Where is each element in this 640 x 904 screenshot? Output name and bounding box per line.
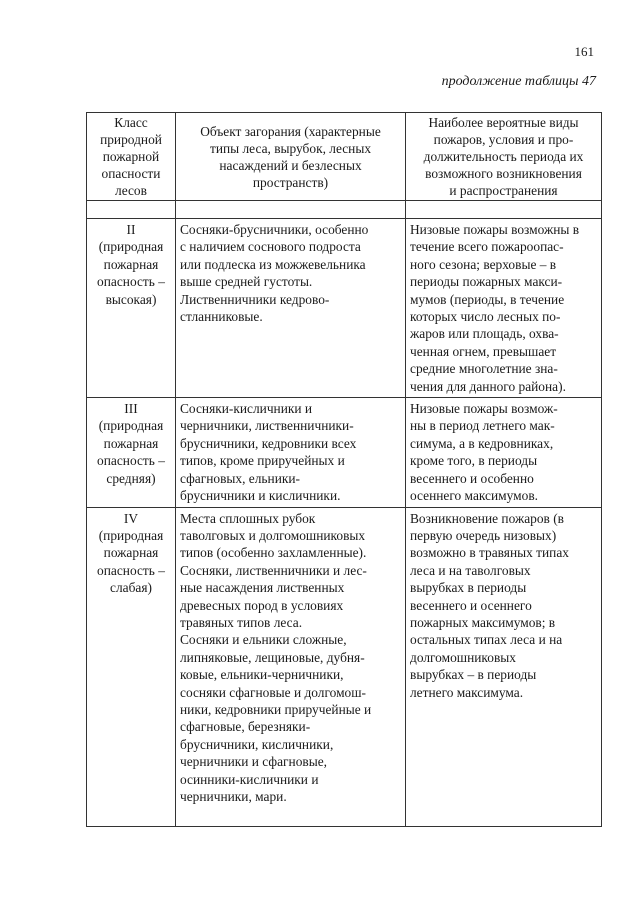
cell-text-line: сфагновых, ельники- (180, 470, 300, 486)
cell-text-line: или подлеска из можжевельника (180, 256, 366, 272)
fire-cell (406, 507, 602, 826)
cell-text-line: средние многолетние зна- (410, 361, 558, 377)
cell-text-line: травяных типов леса. (180, 614, 303, 630)
cell-text-line: III (124, 401, 138, 417)
class-cell (87, 507, 176, 826)
cell-text-line: ны в период летнего мак- (410, 418, 555, 434)
cell-text-line: чения для данного района). (410, 378, 566, 394)
cell-text-line: ного сезона; верховые – в (410, 256, 557, 272)
cell-text-line: типы леса, вырубок, лесных (209, 140, 372, 156)
cell-text-line: опасность – (97, 453, 165, 469)
cell-text-line: должительность периода их (423, 149, 584, 164)
fire-cell (406, 219, 602, 398)
cell-text-line: средняя) (106, 470, 156, 486)
cell-text-line: ковые, ельники-черничники, (180, 667, 344, 683)
cell-text-line: кроме того, в периоды (410, 453, 538, 469)
table-spacer-row (87, 201, 602, 219)
cell-text-line: которых число лесных по- (410, 309, 561, 325)
cell-text-line: опасность – (97, 274, 165, 290)
cell-text-line: Возникновение пожаров (в (410, 510, 564, 526)
cell-text-line: Класс (114, 115, 148, 130)
cell-text-line: Низовые пожары возможны в (410, 222, 580, 237)
spacer-cell (87, 201, 176, 219)
cell-text-line: природной (100, 132, 162, 147)
cell-text-line: (природная (98, 418, 164, 434)
header-fire-types (406, 113, 602, 201)
spacer-cell (176, 201, 406, 219)
spacer-cell (406, 201, 602, 219)
cell-text-line: пожарных максимумов; в (410, 614, 556, 630)
table-row (87, 398, 602, 507)
cell-text-line: пожарная (103, 435, 159, 451)
object-cell (176, 219, 406, 398)
cell-text-line: возможно в травяных типах (410, 545, 569, 561)
cell-text-line: II (126, 222, 136, 237)
cell-text-line: типов, кроме приручейных и (180, 453, 345, 469)
cell-text-line: симума, а в кедровниках, (410, 435, 554, 451)
cell-text-line: Сосняки-брусничники, особенно (180, 222, 369, 237)
cell-text-line: первую очередь низовых) (410, 527, 557, 543)
cell-text-line: сфагновые, березняки- (180, 719, 311, 735)
cell-text-line: ченная огнем, превышает (410, 343, 557, 359)
cell-text-line: черничники, лиственничники- (180, 418, 354, 434)
cell-text-line: осеннего максимумов. (410, 488, 538, 504)
cell-text-line: IV (123, 510, 139, 526)
cell-text-line: сосняки сфагновые и долгомош- (180, 684, 367, 700)
cell-text-line: Объект загорания (характерные (200, 123, 381, 139)
cell-text-line: брусничники и кисличники. (180, 488, 341, 504)
cell-text-line: слабая) (110, 580, 152, 596)
cell-text-line: Низовые пожары возмож- (410, 401, 558, 417)
cell-text-line: пространств) (252, 174, 329, 190)
cell-text-line: летнего максимума. (410, 684, 524, 700)
cell-text-line: пожарной (102, 149, 160, 164)
cell-text-line: пожаров, условия и про- (433, 132, 574, 147)
cell-text-line: (природная (98, 527, 164, 543)
object-cell (176, 507, 406, 826)
cell-text-line: осинники-кисличники и (180, 771, 319, 787)
cell-text-line: Наиболее вероятные виды (428, 115, 579, 130)
page-number: 161 (574, 44, 594, 59)
fire-cell (406, 398, 602, 507)
cell-text-line: жаров или площадь, охва- (410, 326, 559, 342)
cell-text-line: лесов (115, 183, 147, 198)
cell-text-line: насаждений и безлесных (219, 157, 362, 173)
table-header-row (87, 113, 602, 201)
header-object (176, 113, 406, 201)
cell-text-line: весеннего и особенно (410, 470, 534, 486)
object-cell (176, 398, 406, 507)
cell-text-line: опасность – (97, 562, 165, 578)
cell-text-line: Сосняки и ельники сложные, (180, 632, 347, 648)
cell-text-line: черничники, мари. (180, 789, 287, 804)
cell-text-line: весеннего и осеннего (410, 597, 532, 613)
cell-text-line: периоды пожарных макси- (410, 274, 563, 290)
class-cell (87, 219, 176, 398)
cell-text-line: черничники и сфагновые, (180, 754, 327, 770)
class-cell (87, 398, 176, 507)
cell-text-line: ники, кедровники приручейные и (180, 701, 372, 717)
cell-text-line: типов (особенно захламленные). (180, 545, 367, 561)
cell-text-line: Сосняки, лиственничники и лес- (180, 562, 367, 578)
cell-text-line: ные насаждения лиственных (180, 580, 345, 596)
cell-text-line: брусничники, кисличники, (180, 736, 334, 752)
cell-text-line: Сосняки-кисличники и (180, 401, 313, 417)
cell-text-line: долгомошниковых (410, 649, 516, 665)
cell-text-line: вырубках в периоды (410, 580, 527, 596)
cell-text-line: вырубках – в периоды (410, 667, 537, 683)
cell-text-line: Лиственничники кедрово- (180, 291, 330, 307)
cell-text-line: остальных типах леса и на (410, 632, 563, 648)
cell-text-line: и распространения (449, 183, 558, 198)
cell-text-line: пожарная (103, 256, 159, 272)
cell-text-line: пожарная (103, 545, 159, 561)
cell-text-line: стланниковые. (180, 309, 263, 325)
cell-text-line: леса и на таволговых (410, 562, 531, 578)
cell-text-line: течение всего пожароопас- (410, 239, 564, 255)
cell-text-line: опасности (101, 166, 161, 181)
header-class (87, 113, 176, 201)
cell-text-line: липняковые, лещиновые, дубня- (180, 649, 365, 665)
cell-text-line: с наличием соснового подроста (180, 239, 361, 255)
table-row (87, 219, 602, 398)
cell-text-line: мумов (периоды, в течение (410, 291, 565, 307)
cell-text-line: возможного возникновения (425, 166, 582, 181)
cell-text-line: древесных пород в условиях (180, 597, 344, 613)
fire-danger-table (86, 112, 602, 827)
cell-text-line: выше средней густоты. (180, 274, 313, 290)
cell-text-line: (природная (98, 239, 164, 255)
cell-text-line: таволговых и долгомошниковых (180, 527, 366, 543)
cell-text-line: Места сплошных рубок (180, 510, 316, 526)
table-row (87, 507, 602, 826)
table-continuation-caption: продолжение таблицы 47 (441, 74, 596, 89)
cell-text-line: высокая) (105, 291, 157, 307)
cell-text-line: брусничники, кедровники всех (180, 435, 357, 451)
